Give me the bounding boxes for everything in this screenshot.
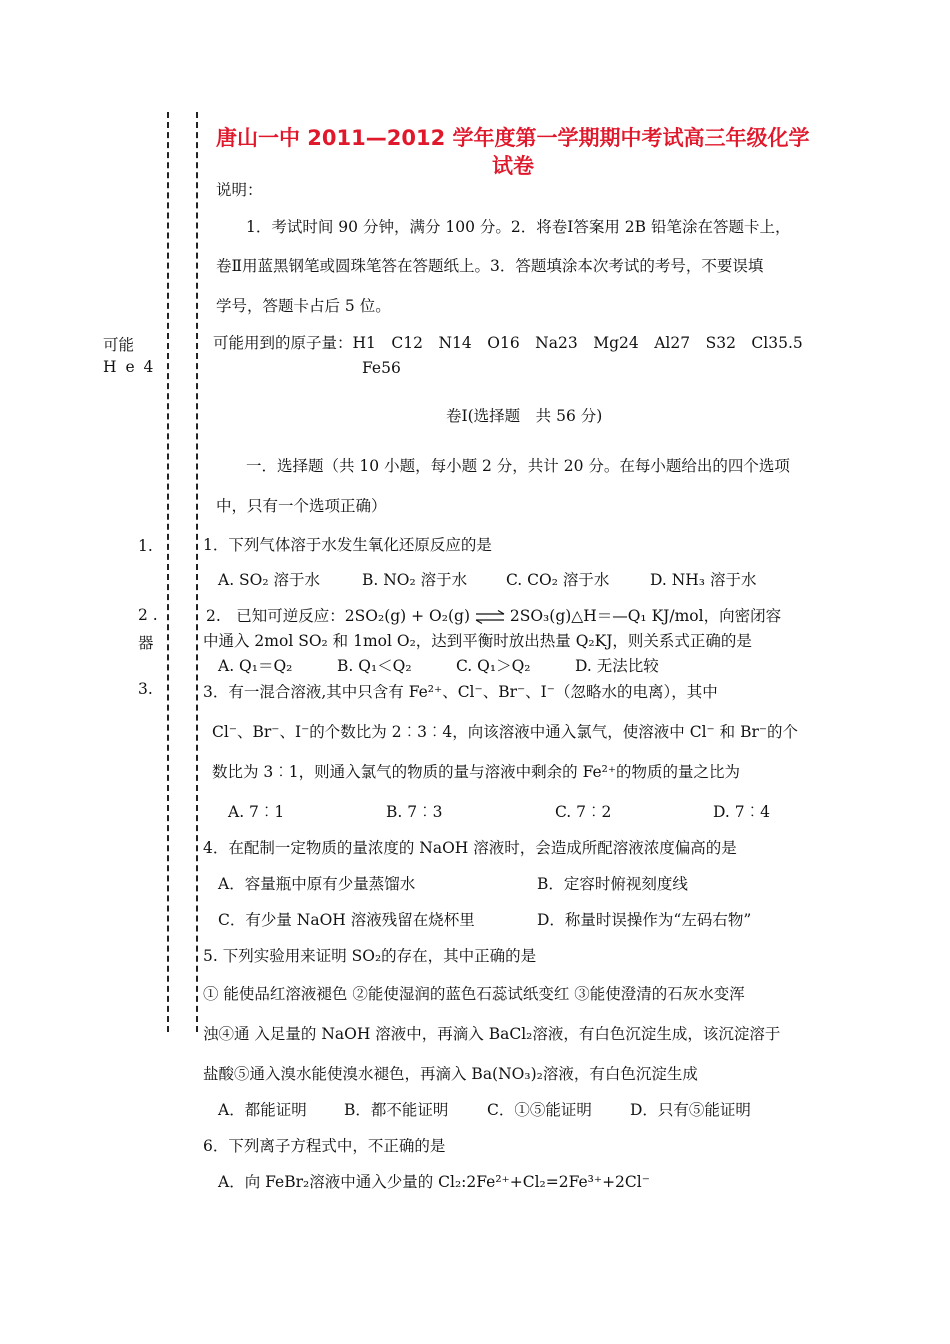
option: A．都能证明 <box>218 1101 307 1119</box>
question-stem: 4．在配制一定物质的量浓度的 NaOH 溶液时，会造成所配溶液浓度偏高的是 <box>203 839 737 857</box>
question-stem: 3．有一混合溶液,其中只含有 Fe²⁺、Cl⁻、Br⁻、I⁻（忽略水的电离），其中 <box>203 683 718 701</box>
binding-line-outer <box>167 112 169 1032</box>
option: D. NH₃ 溶于水 <box>650 571 757 589</box>
option: D. 无法比较 <box>575 657 659 675</box>
question-stem: ① 能使品红溶液褪色 ②能使湿润的蓝色石蕊试纸变红 ③能使澄清的石灰水变浑 <box>203 985 745 1003</box>
option: C. Q₁＞Q₂ <box>456 657 531 675</box>
margin-text: 器 <box>138 634 154 652</box>
atomic-mass-line: Fe56 <box>362 359 401 377</box>
margin-text: 可能 <box>103 336 135 354</box>
margin-text: H e 4 <box>103 358 156 376</box>
page-title-cont: 试卷 <box>492 154 534 178</box>
option: C．有少量 NaOH 溶液残留在烧杯里 <box>218 911 475 929</box>
option: A. SO₂ 溶于水 <box>218 571 321 589</box>
question-stem-part: 2SO₃(g)△H＝—Q₁ KJ/mol，向密闭容 <box>509 607 782 625</box>
option: B．定容时俯视刻度线 <box>537 875 688 893</box>
option: B. NO₂ 溶于水 <box>362 571 468 589</box>
question-stem: 5. 下列实验用来证明 SO₂的存在，其中正确的是 <box>203 947 537 965</box>
question-stem-part: 2. 已知可逆反应：2SO₂(g) + O₂(g) <box>206 607 470 625</box>
note-line: 学号，答题卡占后 5 位。 <box>216 297 391 315</box>
option: D．称量时误操作为“左码右物” <box>537 911 752 929</box>
note-label: 说明： <box>216 181 263 199</box>
option: A. Q₁＝Q₂ <box>218 657 293 675</box>
part-instructions: 中，只有一个选项正确） <box>216 497 387 515</box>
option: D. 7︰4 <box>713 803 770 821</box>
option: A．向 FeBr₂溶液中通入少量的 Cl₂:2Fe²⁺+Cl₂=2Fe³⁺+2Cl⁻ <box>218 1173 650 1191</box>
section-title: 卷Ⅰ(选择题 共 56 分) <box>446 407 603 425</box>
part-instructions: 一．选择题（共 10 小题，每小题 2 分，共计 20 分。在每小题给出的四个选项 <box>246 457 790 475</box>
margin-text: 3. <box>138 680 153 698</box>
question-stem: 1．下列气体溶于水发生氧化还原反应的是 <box>203 536 492 554</box>
binding-line-inner <box>196 112 198 1032</box>
margin-text: 2 . <box>138 606 158 624</box>
option: D．只有⑤能证明 <box>630 1101 751 1119</box>
question-stem: 数比为 3︰1，则通入氯气的物质的量与溶液中剩余的 Fe²⁺的物质的量之比为 <box>212 763 741 781</box>
option: C. CO₂ 溶于水 <box>506 571 610 589</box>
option: C. 7︰2 <box>555 803 612 821</box>
question-stem: Cl⁻、Br⁻、I⁻的个数比为 2︰3︰4，向该溶液中通入氯气，使溶液中 Cl⁻ 和 Br⁻的个 <box>212 723 799 741</box>
page-title: 唐山一中 2011—2012 学年度第一学期期中考试高三年级化学 <box>216 126 810 150</box>
option: C．①⑤能证明 <box>487 1101 592 1119</box>
question-stem: 6．下列离子方程式中，不正确的是 <box>203 1137 446 1155</box>
question-stem <box>206 606 781 626</box>
option: B. Q₁＜Q₂ <box>337 657 412 675</box>
equilibrium-arrow-icon <box>475 610 505 624</box>
question-stem: 中通入 2mol SO₂ 和 1mol O₂，达到平衡时放出热量 Q₂KJ，则关系式正确的是 <box>203 632 752 650</box>
option: A．容量瓶中原有少量蒸馏水 <box>218 875 416 893</box>
atomic-mass-line: 可能用到的原子量：H1 C12 N14 O16 Na23 Mg24 Al27 S32 Cl35.5 <box>213 334 803 352</box>
option: B. 7︰3 <box>386 803 443 821</box>
margin-text: 1. <box>138 537 153 555</box>
note-line: 卷Ⅱ用蓝黑钢笔或圆珠笔答在答题纸上。3．答题填涂本次考试的考号，不要误填 <box>216 257 764 275</box>
question-stem: 浊④通 入足量的 NaOH 溶液中，再滴入 BaCl₂溶液，有白色沉淀生成，该沉淀溶于 <box>203 1025 781 1043</box>
option: B．都不能证明 <box>344 1101 449 1119</box>
note-line: 1．考试时间 90 分钟，满分 100 分。2．将卷Ⅰ答案用 2B 铅笔涂在答题卡上， <box>246 218 791 236</box>
option: A. 7︰1 <box>228 803 285 821</box>
question-stem: 盐酸⑤通入溴水能使溴水褪色，再滴入 Ba(NO₃)₂溶液，有白色沉淀生成 <box>203 1065 698 1083</box>
